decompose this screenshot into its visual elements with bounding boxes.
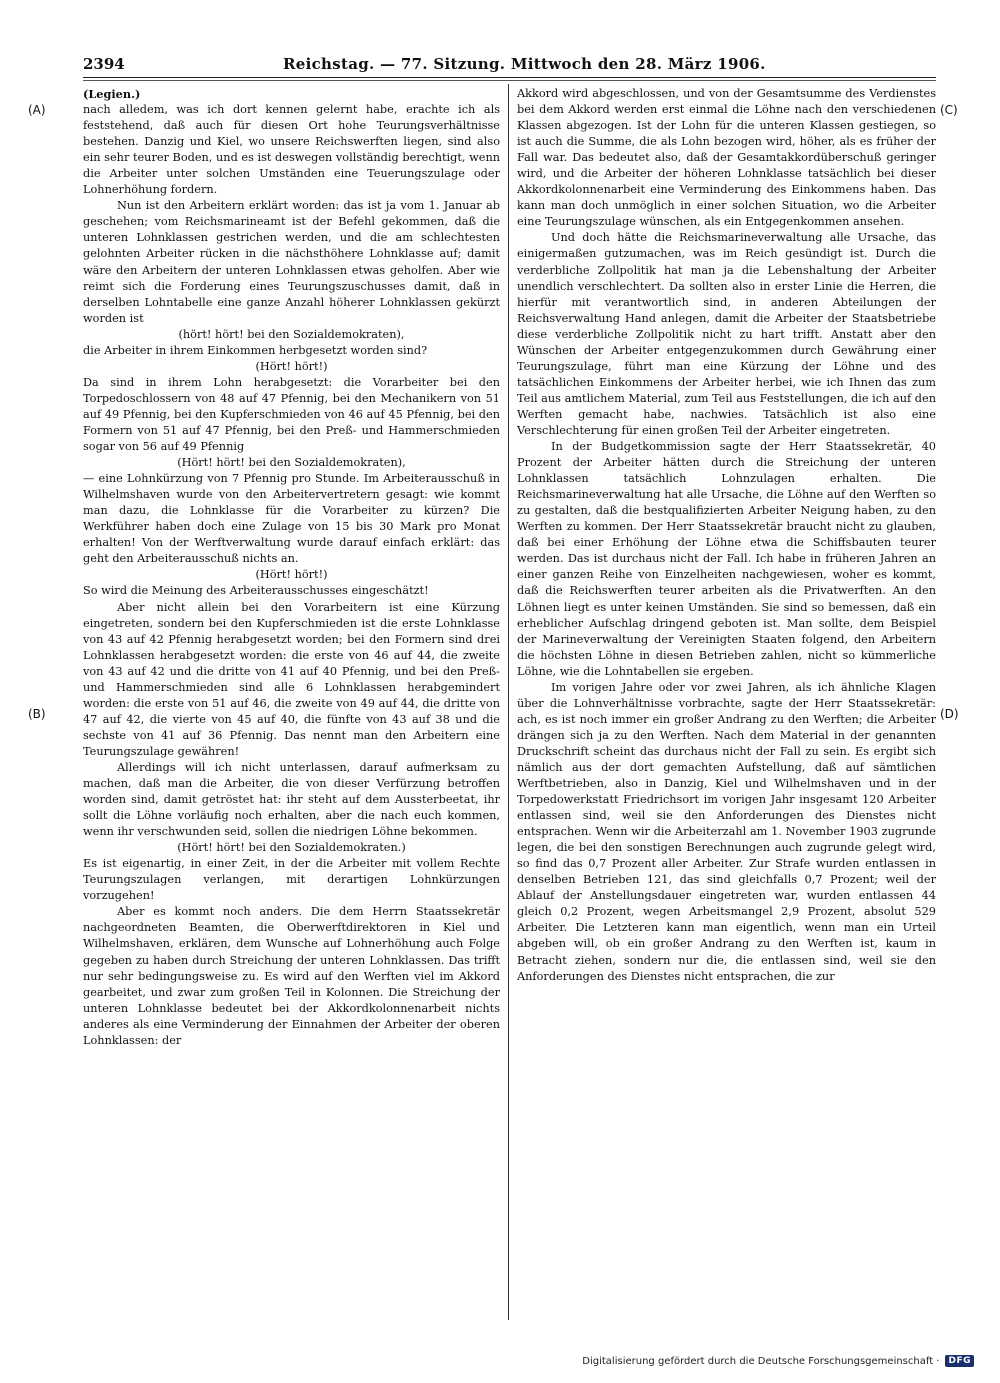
paragraph: Aber nicht allein bei den Vorarbeitern ist eine Kürzung eingetreten, sondern bei den Kupferschmieden ist die erste Lohnklasse von 43 auf 42 Pfennig herabgesetzt worden; bei den Formern sind drei Lohnklassen herabgesetzt worden: die erste von 46 auf 44, die zweite von 43 auf 42 und die dritte von 41 auf 40 Pfennig, und bei den Preß- und Hammerschmieden sind alle 6 Lohnklassen herabgemindert worden: die erste von 51 auf 46, die zweite von 49 auf 44, die dritte von 47 auf 42, die vierte von 45 auf 40, die fünfte von 43 auf 38 und die sechste von 41 auf 36 Pfennig. Das nennt man den Arbeitern eine Teurungszulage gewähren! <box>83 600 500 758</box>
paragraph: Nun ist den Arbeitern erklärt worden: das ist ja vom 1. Januar ab geschehen; vom Reichsmarineamt ist der Befehl gekommen, daß die unteren Lohnklassen gestrichen werden, und die am schlechtesten gelohnten Arbeiter rücken in die nächsthöhere Lohnklasse auf; damit wäre den Arbeitern der unteren Lohnklassen etwas geholfen. Aber wie reimt sich die Forderung eines Teurungszuschusses damit, daß in derselben Lohntabelle eine ganze Anzahl höherer Lohnklassen gekürzt worden ist <box>83 199 500 325</box>
speaker-label: (Legien.) <box>83 87 141 101</box>
paragraph: Und doch hätte die Reichsmarineverwaltung alle Ursache, das einigermaßen gutzumachen, was im Reich gesündigt ist. Durch die verderbliche Zollpolitik hat man ja die Lebenshaltung der Arbeiter unendlich verschlechtert. Da sollten also in erster Linie die Herren, die hierfür mit verantwortlich sind, in anderen Abteilungen der Reichsverwaltung Hand anlegen, damit die Arbeiter der Staatsbetriebe diese verderbliche Zollpolitik nicht zu hart trifft. Anstatt aber den Wünschen der Arbeiter entgegenzukommen durch Gewährung einer Teurungszulage, führt man eine Kürzung der Löhne und des tatsächlichen Einkommens der Arbeiter herbei, wie ich Ihnen das zum Teil aus amtlichem Material, zum Teil aus Feststellungen, die ich auf den Werften gemacht habe, nachwies. Tatsächlich ist also eine Verschlechterung für einen großen Teil der Arbeiter eingetreten. <box>517 231 936 437</box>
dfg-logo-icon: DFG <box>945 1355 974 1367</box>
margin-marker-a: (A) <box>28 103 46 117</box>
paragraph: So wird die Meinung des Arbeiterausschusses eingeschätzt! <box>83 584 429 598</box>
paragraph: die Arbeiter in ihrem Einkommen herbgesetzt worden sind? <box>83 343 428 357</box>
header-rule <box>83 77 936 78</box>
interjection: (hört! hört! bei den Sozialdemokraten), <box>178 327 405 341</box>
paragraph: Im vorigen Jahre oder vor zwei Jahren, als ich ähnliche Klagen über die Lohnverhältnisse vorbrachte, sagte der Herr Staatssekretär: ach, es ist noch immer ein großer Andrang zu den Werften; die Arbeiter drängen sich ja zu den Werften. Nach dem Material in der genannten Druckschrift scheint das durchaus nicht der Fall zu sein. Es ergibt sich nämlich aus der dort gemachten Aufstellung, daß auf sämtlichen Werftbetrieben, also in Danzig, Kiel und Wilhelmshaven und in der Torpedowerkstatt Friedrichsort im vorigen Jahr insgesamt 120 Arbeiter entlassen sind, weil sie den Anforderungen des Dienstes nicht entsprachen. Wenn wir die Arbeiterzahl am 1. November 1903 zugrunde legen, die bei den sonstigen Berechnungen auch zugrunde gelegt wird, so find das 0,7 Prozent aller Arbeiter. Zur Strafe wurden entlassen in denselben Betrieben 121, das sind gleichfalls 0,7 Prozent; weil der Ablauf der Anstellungsdauer eingetreten war, wurden entlassen 44 gleich 0,2 Prozent, wegen Arbeitsmangel 2,9 Prozent, absolut 529 Arbeiter. Die Letzteren kann man eigentlich, wenn man ein Urteil abgeben will, ob ein großer Andrang zu den Werften ist, kaum in Betracht ziehen, sondern nur die, die entlassen sind, weil sie den Anforderungen des Dienstes nicht entsprachen, die zur <box>517 680 936 983</box>
paragraph: Da sind in ihrem Lohn herabgesetzt: die Vorarbeiter bei den Torpedoschlossern von 48 auf 47 Pfennig, bei den Mechanikern von 51 auf 49 Pfennig, bei den Kupferschmieden von 46 auf 45 Pfennig, bei den Formern von 51 auf 47 Pfennig, bei den Preß- und Hammerschmieden sogar von 56 auf 49 Pfennig <box>83 375 500 454</box>
left-column <box>83 86 500 1321</box>
margin-marker-b: (B) <box>28 707 46 721</box>
header-rule-secondary <box>83 80 936 81</box>
margin-marker-c: (C) <box>940 103 958 117</box>
right-column <box>517 86 936 1321</box>
footer-credit <box>582 1353 974 1369</box>
paragraph: Aber es kommt noch anders. Die dem Herrn Staatssekretär nachgeordneten Beamten, die Oberwerftdirektoren in Kiel und Wilhelmshaven, erklären, dem Wunsche auf Lohnerhöhung auch Folge gegeben zu haben durch Streichung der unteren Lohnklassen. Das trifft nur sehr bedingungsweise zu. Es wird auf den Werften viel im Akkord gearbeitet, und zwar zum großen Teil in Kolonnen. Die Streichung der unteren Lohnklasse bedeutet bei der Akkordkolonnenarbeit nichts anderes als eine Verminderung der Einnahmen der Arbeiter der oberen Lohnklassen: der <box>83 905 500 1047</box>
column-divider <box>508 84 509 1320</box>
margin-marker-d: (D) <box>940 707 959 721</box>
paragraph: nach alledem, was ich dort kennen gelernt habe, erachte ich als feststehend, daß auch für diesen Ort hohe Teurungsverhältnisse bestehen. Danzig und Kiel, wo unsere Reichswerften liegen, sind also ein sehr teurer Boden, und es ist deswegen vollständig berechtigt, wenn die Arbeiter unter solchen Umständen eine Teuerungszulage oder Lohnerhöhung fordern. <box>83 103 500 197</box>
interjection: (Hört! hört!) <box>255 359 328 373</box>
page-header <box>83 55 936 75</box>
paragraph: Akkord wird abgeschlossen, und von der Gesamtsumme des Verdienstes bei dem Akkord werden erst einmal die Löhne nach den verschiedenen Klassen abgezogen. Ist der Lohn für die unteren Klassen gestiegen, so ist auch die Summe, die als Lohn bezogen wird, höher, als es früher der Fall war. Das bedeutet also, daß der Gesamtakkordüberschuß geringer wird, und die Arbeiter der höheren Lohnklasse tatsächlich bei dieser Akkordkolonnenarbeit eine Verminderung des Einkommens haben. Das kann man doch unmöglich in einer solchen Situation, wo die Arbeiter eine Teurungszulage wünschen, als ein Entgegenkommen ansehen. <box>517 87 936 229</box>
paragraph: — eine Lohnkürzung von 7 Pfennig pro Stunde. Im Arbeiterausschuß in Wilhelmshaven wurde von den Arbeitervertretern gesagt: wie kommt man dazu, die Lohnklasse für die Vorarbeiter zu kürzen? Die Werkführer haben doch eine Zulage von 15 bis 30 Mark pro Monat erhalten! Von der Werftverwaltung wurde darauf einfach erklärt: das geht den Arbeiterausschuß nichts an. <box>83 472 500 566</box>
running-title: Reichstag. — 77. Sitzung. Mittwoch den 28. März 1906. <box>283 55 766 73</box>
interjection: (Hört! hört!) <box>255 568 328 582</box>
paragraph: In der Budgetkommission sagte der Herr Staatssekretär, 40 Prozent der Arbeiter hätten durch die Streichung der unteren Lohnklassen tatsächlich Lohnzulagen erhalten. Die Reichsmarineverwaltung hat alle Ursache, die Löhne auf den Werften so zu gestalten, daß die bestqualifizierten Arbeiter Neigung haben, zu den Werften zu kommen. Der Herr Staatssekretär braucht nicht zu glauben, daß bei einer Erhöhung der Löhne etwa die Schiffsbauten teurer werden. Das ist durchaus nicht der Fall. Ich habe in früheren Jahren an einer ganzen Reihe von Einzelheiten nachgewiesen, woher es kommt, daß die Reichswerften teurer arbeiten als die Privatwerften. An den Löhnen liegt es unter keinen Umständen. Sie sind so bemessen, daß ein erheblicher Aufschlag dringend geboten ist. Man sollte, dem Beispiel der Marineverwaltung der Vereinigten Staaten folgend, den Arbeitern die höchsten Löhne in diesen Betrieben zahlen, nicht so kümmerliche Löhne, wie die Lohntabellen sie ergeben. <box>517 440 936 678</box>
interjection: (Hört! hört! bei den Sozialdemokraten), <box>177 456 406 470</box>
paragraph: Es ist eigenartig, in einer Zeit, in der die Arbeiter mit vollem Rechte Teurungszulagen verlangen, mit derartigen Lohnkürzungen vorzugehen! <box>83 857 500 903</box>
paragraph: Allerdings will ich nicht unterlassen, darauf aufmerksam zu machen, daß man die Arbeiter, die von dieser Verfürzung betroffen worden sind, damit getröstet hat: ihr steht auf dem Aussterbeetat, ihr sollt die Löhne vorläufig noch erhalten, aber die nach euch kommen, wenn ihr verschwunden seid, sollen die niedrigen Löhne bekommen. <box>83 760 500 839</box>
interjection: (Hört! hört! bei den Sozialdemokraten.) <box>177 841 406 855</box>
page-number: 2394 <box>83 55 125 73</box>
footer-text: Digitalisierung gefördert durch die Deutsche Forschungsgemeinschaft · <box>582 1355 940 1367</box>
